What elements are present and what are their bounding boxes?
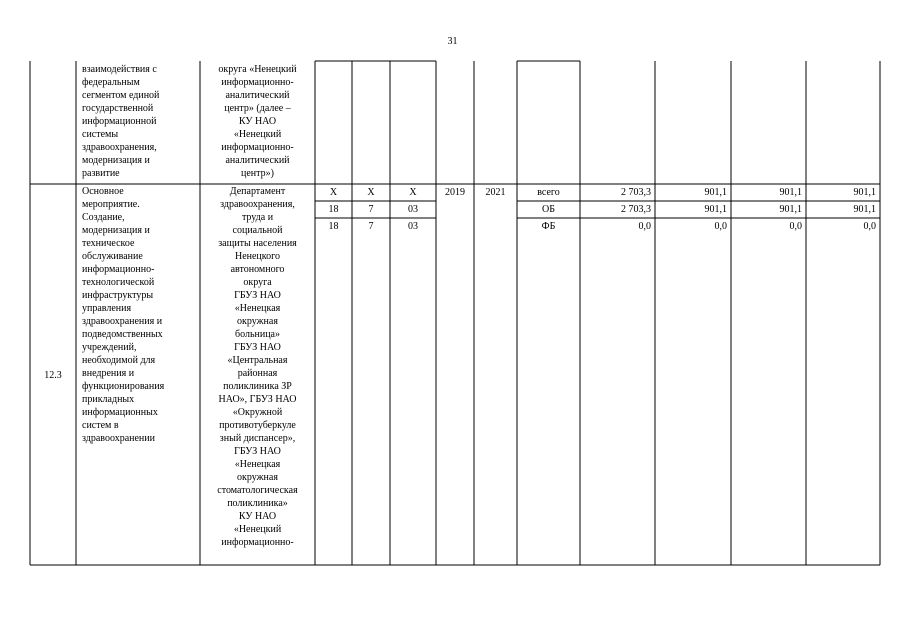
amount-year3: 901,1: [853, 204, 876, 215]
amount-year1: 901,1: [704, 204, 727, 215]
text-line: поликлиника»: [227, 498, 288, 509]
text-line: стоматологическая: [217, 485, 298, 496]
text-line: управления: [82, 303, 132, 314]
amount-year2: 901,1: [779, 204, 802, 215]
code-cell: 7: [368, 204, 374, 215]
code-cell: 18: [328, 221, 339, 232]
text-line: техническое: [82, 238, 135, 249]
text-line: взаимодействия с: [82, 64, 157, 75]
text-line: модернизация и: [82, 225, 150, 236]
text-line: системы: [82, 129, 119, 140]
row-number: 12.3: [44, 370, 62, 381]
text-line: внедрения и: [82, 368, 135, 379]
text-line: Ненецкого: [234, 251, 280, 262]
year-start: 2019: [445, 187, 465, 198]
source-cell: ОБ: [542, 204, 555, 215]
text-line: систем в: [82, 420, 119, 431]
code-cell: 7: [368, 221, 374, 232]
text-line: поликлиника ЗР: [223, 381, 292, 392]
text-line: необходимой для: [82, 355, 156, 366]
page-number: 31: [447, 36, 458, 47]
text-line: аналитический: [225, 90, 290, 101]
text-line: учреждений,: [82, 342, 137, 353]
text-line: здравоохранении: [82, 433, 155, 444]
text-line: аналитический: [225, 155, 290, 166]
text-line: окружная: [237, 316, 278, 327]
text-line: защиты населения: [218, 238, 297, 249]
text-line: ГБУЗ НАО: [234, 446, 281, 457]
code-cell: 03: [408, 204, 418, 215]
text-line: округа «Ненецкий: [218, 64, 297, 75]
text-line: федеральным: [82, 77, 140, 88]
text-line: «Окружной: [232, 407, 283, 418]
text-line: автономного: [230, 264, 285, 275]
text-line: «Ненецкая: [234, 459, 281, 470]
amount-year1: 901,1: [704, 187, 727, 198]
text-line: государственной: [82, 103, 154, 114]
amount-year2: 0,0: [789, 221, 802, 232]
text-line: подведомственных: [82, 329, 163, 340]
text-line: модернизация и: [82, 155, 150, 166]
text-line: информационно-: [221, 77, 294, 88]
amount-total: 2 703,3: [621, 187, 651, 198]
text-line: ГБУЗ НАО: [234, 290, 281, 301]
amount-total: 2 703,3: [621, 204, 651, 215]
text-line: ГБУЗ НАО: [234, 342, 281, 353]
code-cell: 18: [328, 204, 339, 215]
amount-total: 0,0: [638, 221, 651, 232]
code-cell: Х: [329, 187, 338, 198]
text-line: здравоохранения и: [82, 316, 163, 327]
text-line: центр» (далее –: [224, 103, 291, 114]
source-cell: ФБ: [541, 221, 556, 232]
year-end: 2021: [485, 187, 506, 198]
text-line: информационных: [82, 407, 158, 418]
text-line: больница»: [235, 329, 280, 340]
text-line: НАО», ГБУЗ НАО: [218, 394, 297, 405]
text-line: информационно-: [82, 264, 155, 275]
text-line: мероприятие.: [82, 199, 140, 210]
text-line: инфраструктуры: [82, 290, 154, 301]
text-line: информационно-: [221, 537, 294, 548]
text-line: здравоохранения,: [82, 142, 157, 153]
text-line: развитие: [82, 168, 120, 179]
text-line: информационно-: [221, 142, 294, 153]
amount-year1: 0,0: [714, 221, 727, 232]
text-line: Департамент: [229, 186, 286, 197]
text-line: «Ненецкая: [234, 303, 281, 314]
row-executor: [200, 185, 315, 549]
top-row-name: [82, 63, 198, 180]
top-row-executor: [200, 63, 315, 180]
text-line: «Ненецкий: [233, 524, 282, 535]
text-line: труда и: [241, 212, 274, 223]
text-line: здравоохранения,: [220, 199, 295, 210]
text-line: КУ НАО: [238, 511, 277, 522]
text-line: информационной: [82, 116, 157, 127]
text-line: прикладных: [82, 394, 135, 405]
text-line: Основное: [82, 186, 124, 197]
code-cell: Х: [409, 187, 417, 198]
text-line: зный диспансер»,: [219, 433, 296, 444]
row-name: [82, 185, 198, 445]
text-line: сегментом единой: [82, 90, 160, 101]
text-line: Создание,: [82, 212, 125, 223]
text-line: «Центральная: [227, 355, 288, 366]
text-line: окружная: [237, 472, 278, 483]
text-line: противотуберкуле: [219, 420, 296, 431]
amount-year3: 901,1: [853, 187, 876, 198]
amount-year2: 901,1: [779, 187, 802, 198]
text-line: функционирования: [82, 381, 165, 392]
text-line: технологической: [82, 277, 155, 288]
text-line: социальной: [232, 225, 283, 236]
text-line: центр»): [241, 168, 274, 179]
text-line: обслуживание: [82, 251, 143, 262]
text-line: КУ НАО: [238, 116, 277, 127]
code-cell: 03: [408, 221, 418, 232]
code-cell: Х: [367, 187, 375, 198]
text-line: районная: [237, 368, 278, 379]
amount-year3: 0,0: [863, 221, 876, 232]
text-line: «Ненецкий: [233, 129, 282, 140]
source-cell: всего: [537, 187, 560, 198]
text-line: округа: [243, 277, 272, 288]
